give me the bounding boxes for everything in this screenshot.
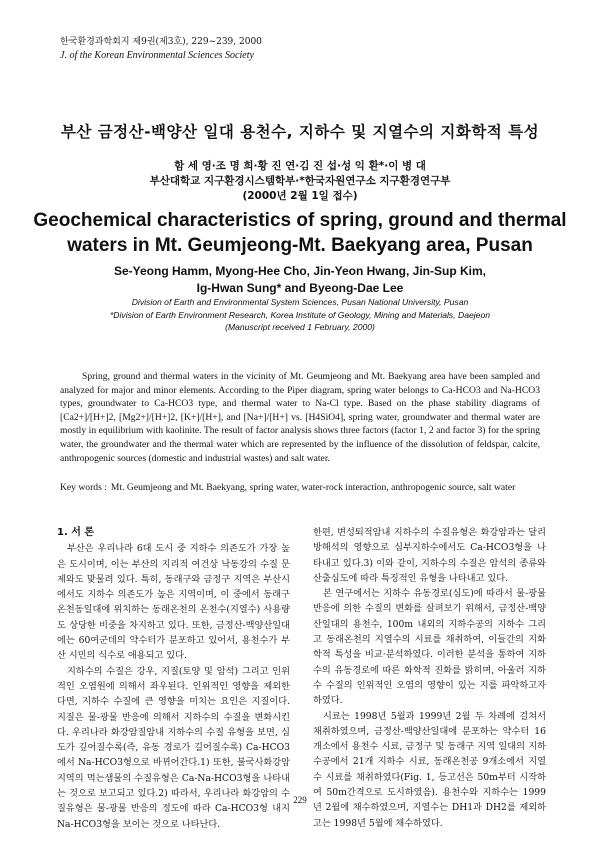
affiliation-korean: 부산대학교 지구환경시스템학부·*한국자원연구소 지구환경연구부 [149,175,451,187]
paragraph: 본 연구에서는 지하수 유동경로(심도)에 따라서 물-광물 반응에 의한 수질의 변화를 살펴보기 위해서, 금정산-백양산일대의 용천수, 100m 내외의 지하수공의 지하수 그리고 동래온천의 지열수의 시료를 채취하여, 이들간의 지화학적 특성을 비교·분석하였다. 이러한 분석을 통하여 지하수의 유동경로에 따른 화학적 진화를 밝히며, 아울러 지하수 수질의 인위적인 오염의 영향이 있는 지를 파악하고자 하였다. [313,588,546,707]
paragraph: 한편, 변성퇴적암내 지하수의 수질유형은 화강암과는 달리 방해석의 영향으로 심부지하수에서도 Ca-HCO3형을 나타내고 있다.3) 이와 같이, 지하수의 수질은 암석의 종류와 산출심도에 따라 특징적인 유형을 나타내고 있다. [313,527,546,584]
paragraph: 지하수의 수질은 강우, 지질(토양 및 암석) 그리고 인위적인 오염원에 의해서 좌우된다. 인위적인 영향을 제외한다면, 지하수 수질에 큰 영향을 미치는 요인은 지질이다. 지질은 물-광물 반응에 의해서 지하수의 수질을 변화시킨다. 우리나라 화강암질암내 지하수의 수질 유형을 보면, 심도가 깊어질수록(즉, 유동 경로가 길어질수록) Ca-HCO3에서 Na-HCO3형으로 바뀌어간다.1) 또한, 불국사화강암 지역의 먹는샘물의 수질유형은 Ca-Na-HCO3형을 나타내는 것으로 보고되고 있다.2) 따라서, 우리나라 화강암의 수질유형은 물-광물 반응의 정도에 따라 Ca-HCO3형 내지 Na-HCO3형을 보이는 것으로 나타난다. [57,665,290,830]
authors-english [0,263,600,297]
body-column-left [57,525,290,832]
author-block-korean [0,159,600,204]
affiliations-english [0,296,600,334]
journal-citation-en: J. of the Korean Environmental Sciences Society [60,50,254,61]
title-korean: 부산 금정산-백양산 일대 용천수, 지하수 및 지열수의 지화학적 특성 [60,123,540,141]
journal-header [60,36,262,62]
keywords-label: Key words : [60,482,107,493]
authors-korean: 함 세 영·조 명 희·황 진 연·김 진 섭·성 익 환*·이 병 대 [174,160,426,172]
body-column-right [313,525,546,831]
keywords-text: Mt. Geumjeong and Mt. Baekyang, spring water, water-rock interaction, anthropogenic source, salt water [110,482,516,493]
affiliation-english-2: *Division of Earth Environment Research, Korea Institute of Geology, Mining and Materials, Daejeon [109,309,491,320]
title-english-line1: Geochemical characteristics of spring, ground and thermal [33,210,567,231]
paragraph: 시료는 1998년 5월과 1999년 2월 두 차례에 걸쳐서 채취하였으며, 금정산-백양산일대에 분포하는 약수터 16개소에서 용천수 시료, 금정구 및 동래구 지역 일대의 지하수공에서 21개 지하수 시료, 동래온천공 9개소에서 지열수 시료를 채취하였다(Fig. 1, 등고선은 50m부터 시작하여 50m간격으로 도시하였음). 용천수와 지하수는 1999년 2월에 채수하였으며, 지열수는 DH1과 DH2를 제외하고는 1998년 5월에 채수하였다. [313,710,546,829]
authors-english-line1: Se-Yeong Hamm, Myong-Hee Cho, Jin-Yeon Hwang, Jin-Sup Kim, [113,264,487,278]
authors-english-line2: Ig-Hwan Sung* and Byeong-Dae Lee [196,281,404,295]
title-english [0,208,600,258]
journal-citation-ko: 한국환경과학회지 제9권(제3호), 229~239, 2000 [60,37,262,47]
section-heading-introduction: 1. 서 론 [57,527,95,538]
paragraph: 부산은 우리나라 6대 도시 중 지하수 의존도가 가장 높은 도시이며, 이는 부산의 지리적 여건상 낙동강의 수질 문제와도 맞물려 있다. 특히, 동래구와 금정구 지역은 부산시에서도 지하수 의존도가 높은 지역이며, 이 중에서 동래구 온천동일대에 위치하는 동래온천의 온천수(지열수) 사용량도 상당한 비중을 차지하고 있다. 또한, 금정산-백양산일대에는 60여군데의 약수터가 분포하고 있어서, 용천수가 부산 시민의 식수로 애용되고 있다. [57,543,290,662]
keywords [60,481,540,495]
page-number: 229 [293,795,307,805]
affiliation-english-1: Division of Earth and Environmental System Sciences, Pusan National University, Pusan [131,297,469,307]
title-english-line2: waters in Mt. Geumjeong-Mt. Baekyang area, Pusan [67,235,533,256]
abstract: Spring, ground and thermal waters in the vicinity of Mt. Geumjeong and Mt. Baekyang area have been sampled and analyzed for major and minor elements. According to the Piper diagram, spring water belongs to Ca-HCO3 and Na-HCO3 types, groundwater to Ca-HCO3 type, and thermal water to Na-Cl type. Based on the phase stability diagrams of [Ca2+]/[H+]2, [Mg2+]/[H+]2, [K+]/[H+], and [Na+]/[H+] vs. [H4SiO4], spring water, groundwater and thermal water are mostly in equilibrium with kaolinite. The result of factor analysis shows three factors (factor 1, 2 and factor 3) for the spring water, the groundwater and the thermal water which are represented by the influence of the dissolution of feldspar, calcite, anthropogenic sources (domestic and industrial wastes) and salt water. [60,371,540,464]
received-date-korean: (2000년 2월 1일 접수) [242,190,358,202]
received-date-english: (Manuscript received 1 February, 2000) [225,322,375,332]
